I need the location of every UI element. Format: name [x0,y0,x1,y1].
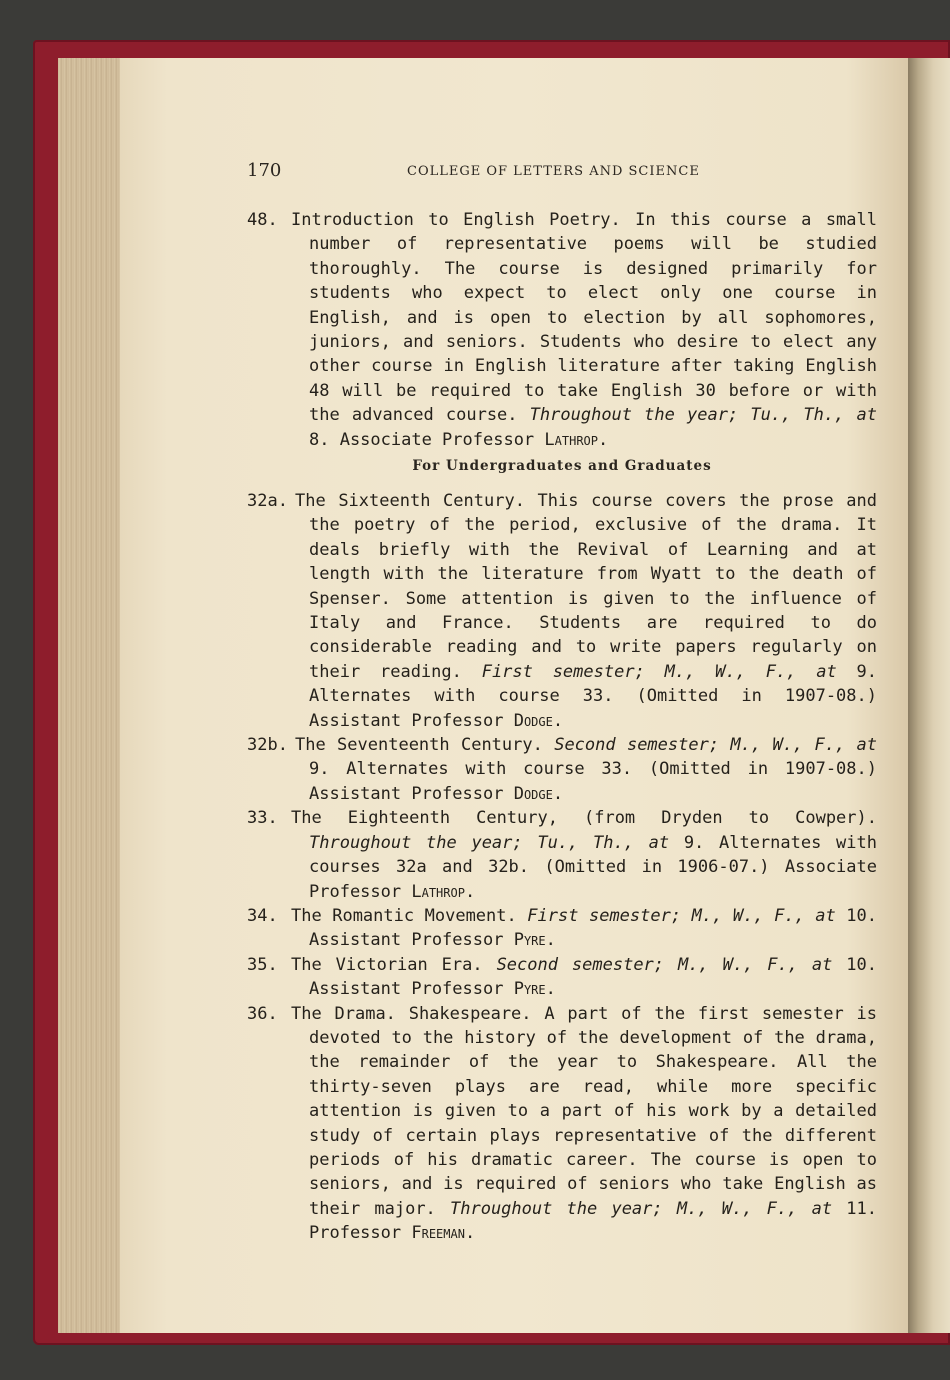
course-entry [247,953,877,1002]
description-text: 8. Associate Professor [309,429,545,450]
course-number: 48. [247,210,278,230]
course-entry [247,806,877,904]
course-entry [247,489,877,733]
course-number: 32b. [247,735,288,756]
instructor-name: Freeman. [411,1223,476,1244]
description-text: 9. Alternates with course 33. (Omitted in 1907-08.) Assistant Professor [309,759,877,804]
running-head: COLLEGE OF LETTERS AND SCIENCE [407,164,700,179]
description-text: Introduction to English Poetry. In this course a small number of representative poems will be studied thoroughly. The course is designed primarily for students who expect to elect only one course in English, and is open to election by all sophomores, juniors, and seniors. Students who desire to elect any other course in English literature after taking English 48 will be required to take English 30 before or with the advanced course. [291,210,877,426]
page-edges [58,58,128,1333]
schedule-text: Throughout the year; Tu., Th., at [529,405,877,426]
description-text: 9. Alternates with courses 32a and 32b. (Omitted in 1906-07.) Associate Professor [309,832,877,902]
page-header [247,158,877,188]
instructor-name: Pyre. [513,930,556,951]
schedule-text: First semester; M., W., F., at [527,905,836,926]
course-entry [247,904,877,953]
description-text: The Sixteenth Century. This course covers the prose and the poetry of the period, exclusive of the drama. It deals briefly with the Revival of Learning and at length with the literature from Wyatt to the death of Spenser. Some attention is given to the influence of Italy and France. Students are required to do considerable reading and to write papers regularly on their reading. [295,491,877,682]
course-description [291,808,877,901]
course-list-upper [247,208,877,452]
instructor-name: Lathrop. [411,881,476,902]
description-text: The Romantic Movement. [291,905,528,926]
description-text: The Drama. Shakespeare. A part of the first semester is devoted to the history of the development of the drama, the remainder of the year to Shakespeare. All the thirty-seven plays are read, while more specific attention is given to a part of his work by a detailed study of certain plays representative of the different periods of his dramatic career. The course is open to seniors, and is required of seniors who take English as their major. [291,1003,877,1219]
instructor-name: Dodge. [513,783,564,804]
instructor-name: Dodge. [513,710,564,731]
page-number: 170 [247,160,282,181]
description-text: The Seventeenth Century. [295,735,555,756]
course-number: 36. [247,1003,278,1024]
course-entry [247,208,877,452]
course-description [291,210,877,450]
description-text: 10. Assistant Professor [309,905,878,951]
schedule-text: First semester; M., W., F., at [481,661,837,682]
instructor-name: Pyre. [513,979,556,1000]
instructor-name: Lathrop. [544,429,609,450]
course-description [291,906,877,950]
course-list-lower [247,489,877,1246]
description-text: 10. Assistant Professor [309,954,877,1000]
schedule-text: Throughout the year; M., W., F., at [450,1198,833,1219]
description-text: The Victorian Era. [291,954,497,975]
course-number: 34. [247,905,278,926]
schedule-text: Second semester; M., W., F., at [496,954,833,975]
course-description [291,955,877,999]
section-heading: For Undergraduates and Graduates [412,458,712,474]
course-number: 33. [247,808,278,829]
course-entry [247,1002,877,1246]
description-text: 11. Professor [309,1198,877,1244]
facing-page-gutter [908,58,950,1333]
schedule-text: Throughout the year; Tu., Th., at [309,832,670,853]
course-description [295,735,877,804]
course-number: 35. [247,954,278,975]
course-entry [247,733,877,806]
schedule-text: Second semester; M., W., F., at [554,735,878,756]
description-text: 9. Alternates with course 33. (Omitted in 1907-08.) Assistant Professor [309,661,877,731]
course-description [291,1004,877,1244]
course-description [295,491,877,731]
description-text: The Eighteenth Century, (from Dryden to Cowper). [291,808,877,829]
course-number: 32a. [247,491,288,511]
